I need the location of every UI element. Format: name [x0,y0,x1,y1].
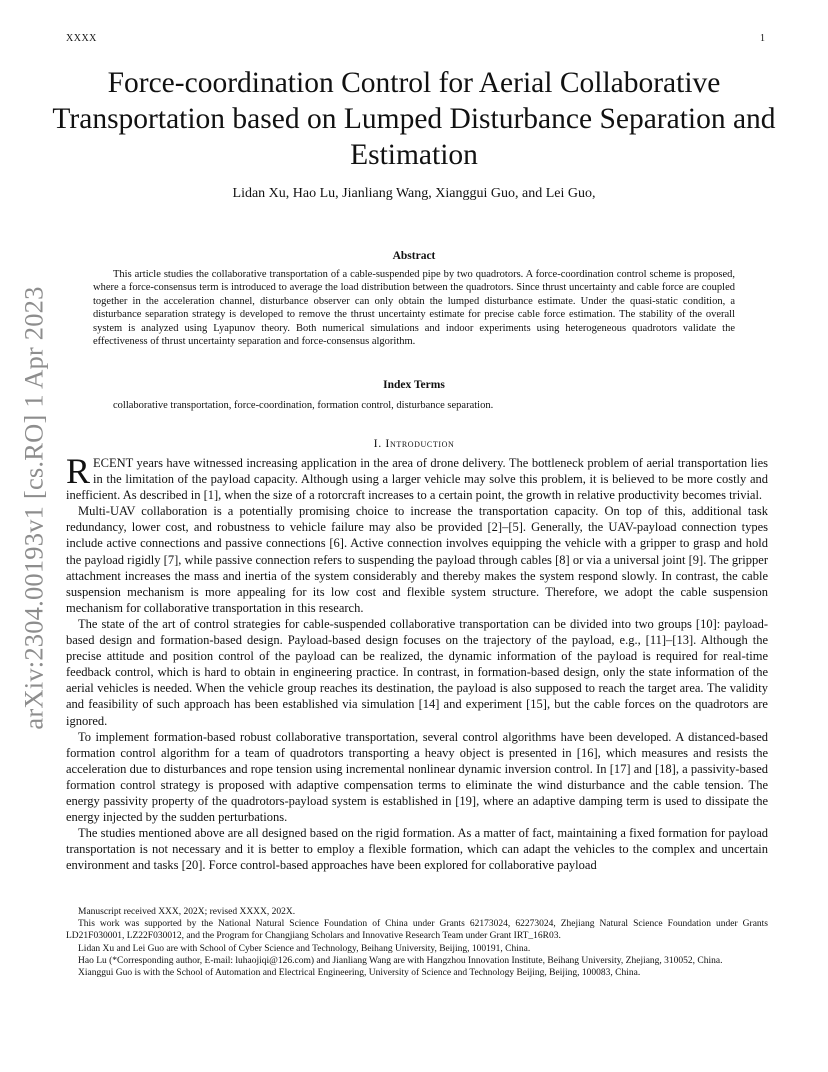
abstract-text: This article studies the collaborative transportation of a cable-suspended pipe by two quadrotors. A force-coordination control scheme is proposed, where a force-consensus term is introduced to average the load distribution between the quadrotors. Since thrust uncertainty and cable force are coupled together in the acceleration channel, disturbance observer can only obtain the lumped disturbance estimate. Under the quasi-static condition, a disturbance separation strategy is developed to remove the thrust uncertainty estimate for precise cable force estimation. The stability of the overall system is analyzed using Lyapunov theory. Both numerical simulations and indoor experiments using heterogeneous quadrotors validate the effectiveness of thrust uncertainty separation and force-consensus algorithm. [93,269,735,348]
paragraph-3: The state of the art of control strategies for cable-suspended collaborative transportation can be divided into two groups [10]: payload-based design and formation-based design. Payload-based design focuses on the trajectory of the payload, e.g., [11]–[13]. Although the precise attitude and position control of the payload can be realized, the dynamic information of the payload is required for real-time feedback control, which is hard to obtain in engineering practice. In contrast, in formation-based design, only the state information of the aerial vehicles is needed. When the vehicle group reaches its destination, the payload is also supposed to reach the target area. The validity and feasibility of such approach has been established via simulation [14] and experiment [15], but the cable forces on the quadrotors are ignored. [66,616,768,728]
page-number: 1 [760,33,765,44]
paragraph-2: Multi-UAV collaboration is a potentially promising choice to increase the transportation capacity. On top of this, additional task redundancy, lower cost, and robustness to vehicle failure may also be provided [2]–[5]. Generally, the UAV-payload connection types include active connections and passive connections [6]. Active connection involves equipping the vehicle with a gripper to grasp and hold the payload rigidly [7], while passive connection refers to suspending the payload through cables [8] or via a universal joint [9]. The gripper attachment increases the mass and inertia of the system considerably and thereby makes the system respond slowly. In contrast, the cable suspension mechanism is more appealing for its low cost and flexible system structure. Therefore, we adopt the cable suspension mechanism for collaborative transportation in this research. [66,504,768,615]
footnote-received: Manuscript received XXX, 202X; revised XXXX, 202X. [78,907,296,917]
paper-title: Force-coordination Control for Aerial Collaborative Transportation based on Lumped Disturbance Separation and Estimation [52,67,776,171]
paragraph-5: The studies mentioned above are all designed based on the rigid formation. As a matter of fact, maintaining a fixed formation for payload transportation is not necessary and it is better to employ a flexible formation, which can adapt the vehicles to the complex and uncertain environment and tasks [20]. Force control-based approaches have been explored for collaborative payload [66,826,768,873]
paragraph-4: To implement formation-based robust collaborative transportation, several control algorithms have been developed. A distanced-based formation control algorithm for a team of quadrotors transporting a heavy object is presented in [16], which measures and resists the acceleration due to disturbances and rope tension using incremental nonlinear dynamic inversion control. In [17] and [18], a passivity-based formation control strategy is proposed with adaptive compensation terms to eliminate the wind disturbance and the cable tension. The energy passivity property of the quadrotors-payload system is established in [19], where an adaptive damping term is used to dissipate the energy injected by the sudden perturbations. [66,729,768,825]
section-heading [66,436,762,451]
drop-cap: R [66,451,91,491]
section-number: I. [373,436,382,450]
footnote-affiliation-xu-guo: Lidan Xu and Lei Guo are with School of Cyber Science and Technology, Beihang University, Beijing, 100191, China. [78,943,531,954]
paragraph-1-text: ECENT years have witnessed increasing application in the area of drone delivery. The bottleneck problem of aerial transportation lies in the limitation of the payload capacity. Although using a larger vehicle may solve this problem, it is believed to be more costly and inefficient. As described in [1], when the size of a rotorcraft increases to a certain point, the growth in relative productivity becomes trivial. [66,456,768,503]
arxiv-stamp-text: arXiv:2304.00193v1 [cs.RO] 1 Apr 2023 [18,286,49,730]
footnote-affiliation-lu-wang: Hao Lu (*Corresponding author, E-mail: luhaojiqi@126.com) and Jianliang Wang are with Hangzhou Innovation Institute, Beihang University, Zhejiang, 310052, China. [78,955,723,966]
running-header: XXXX [66,33,97,44]
index-terms-text: collaborative transportation, force-coordination, formation control, disturbance separation. [113,400,494,411]
arxiv-stamp [14,263,54,753]
footnotes [66,906,768,979]
index-terms-heading: Index Terms [383,379,445,391]
abstract-heading: Abstract [392,250,436,262]
paragraph-1 [66,451,768,503]
footnote-affiliation-xianggui-guo: Xianggui Guo is with the School of Automation and Electrical Engineering, University of Science and Technology Beijing, Beijing, 100083, China. [78,968,641,979]
footnote-funding: This work was supported by the National Natural Science Foundation of China under Grants 62173024, 62273024, Zhejiang Natural Science Foundation under Grants LD21F030001, LZ22F030012, and the Program for Changjiang Scholars and Innovative Research Team under Grant IRT_16R03. [66,919,768,942]
body-text [66,451,768,873]
author-list: Lidan Xu, Hao Lu, Jianliang Wang, Xianggui Guo, and Lei Guo, [232,186,596,201]
section-title: Introduction [385,436,455,450]
